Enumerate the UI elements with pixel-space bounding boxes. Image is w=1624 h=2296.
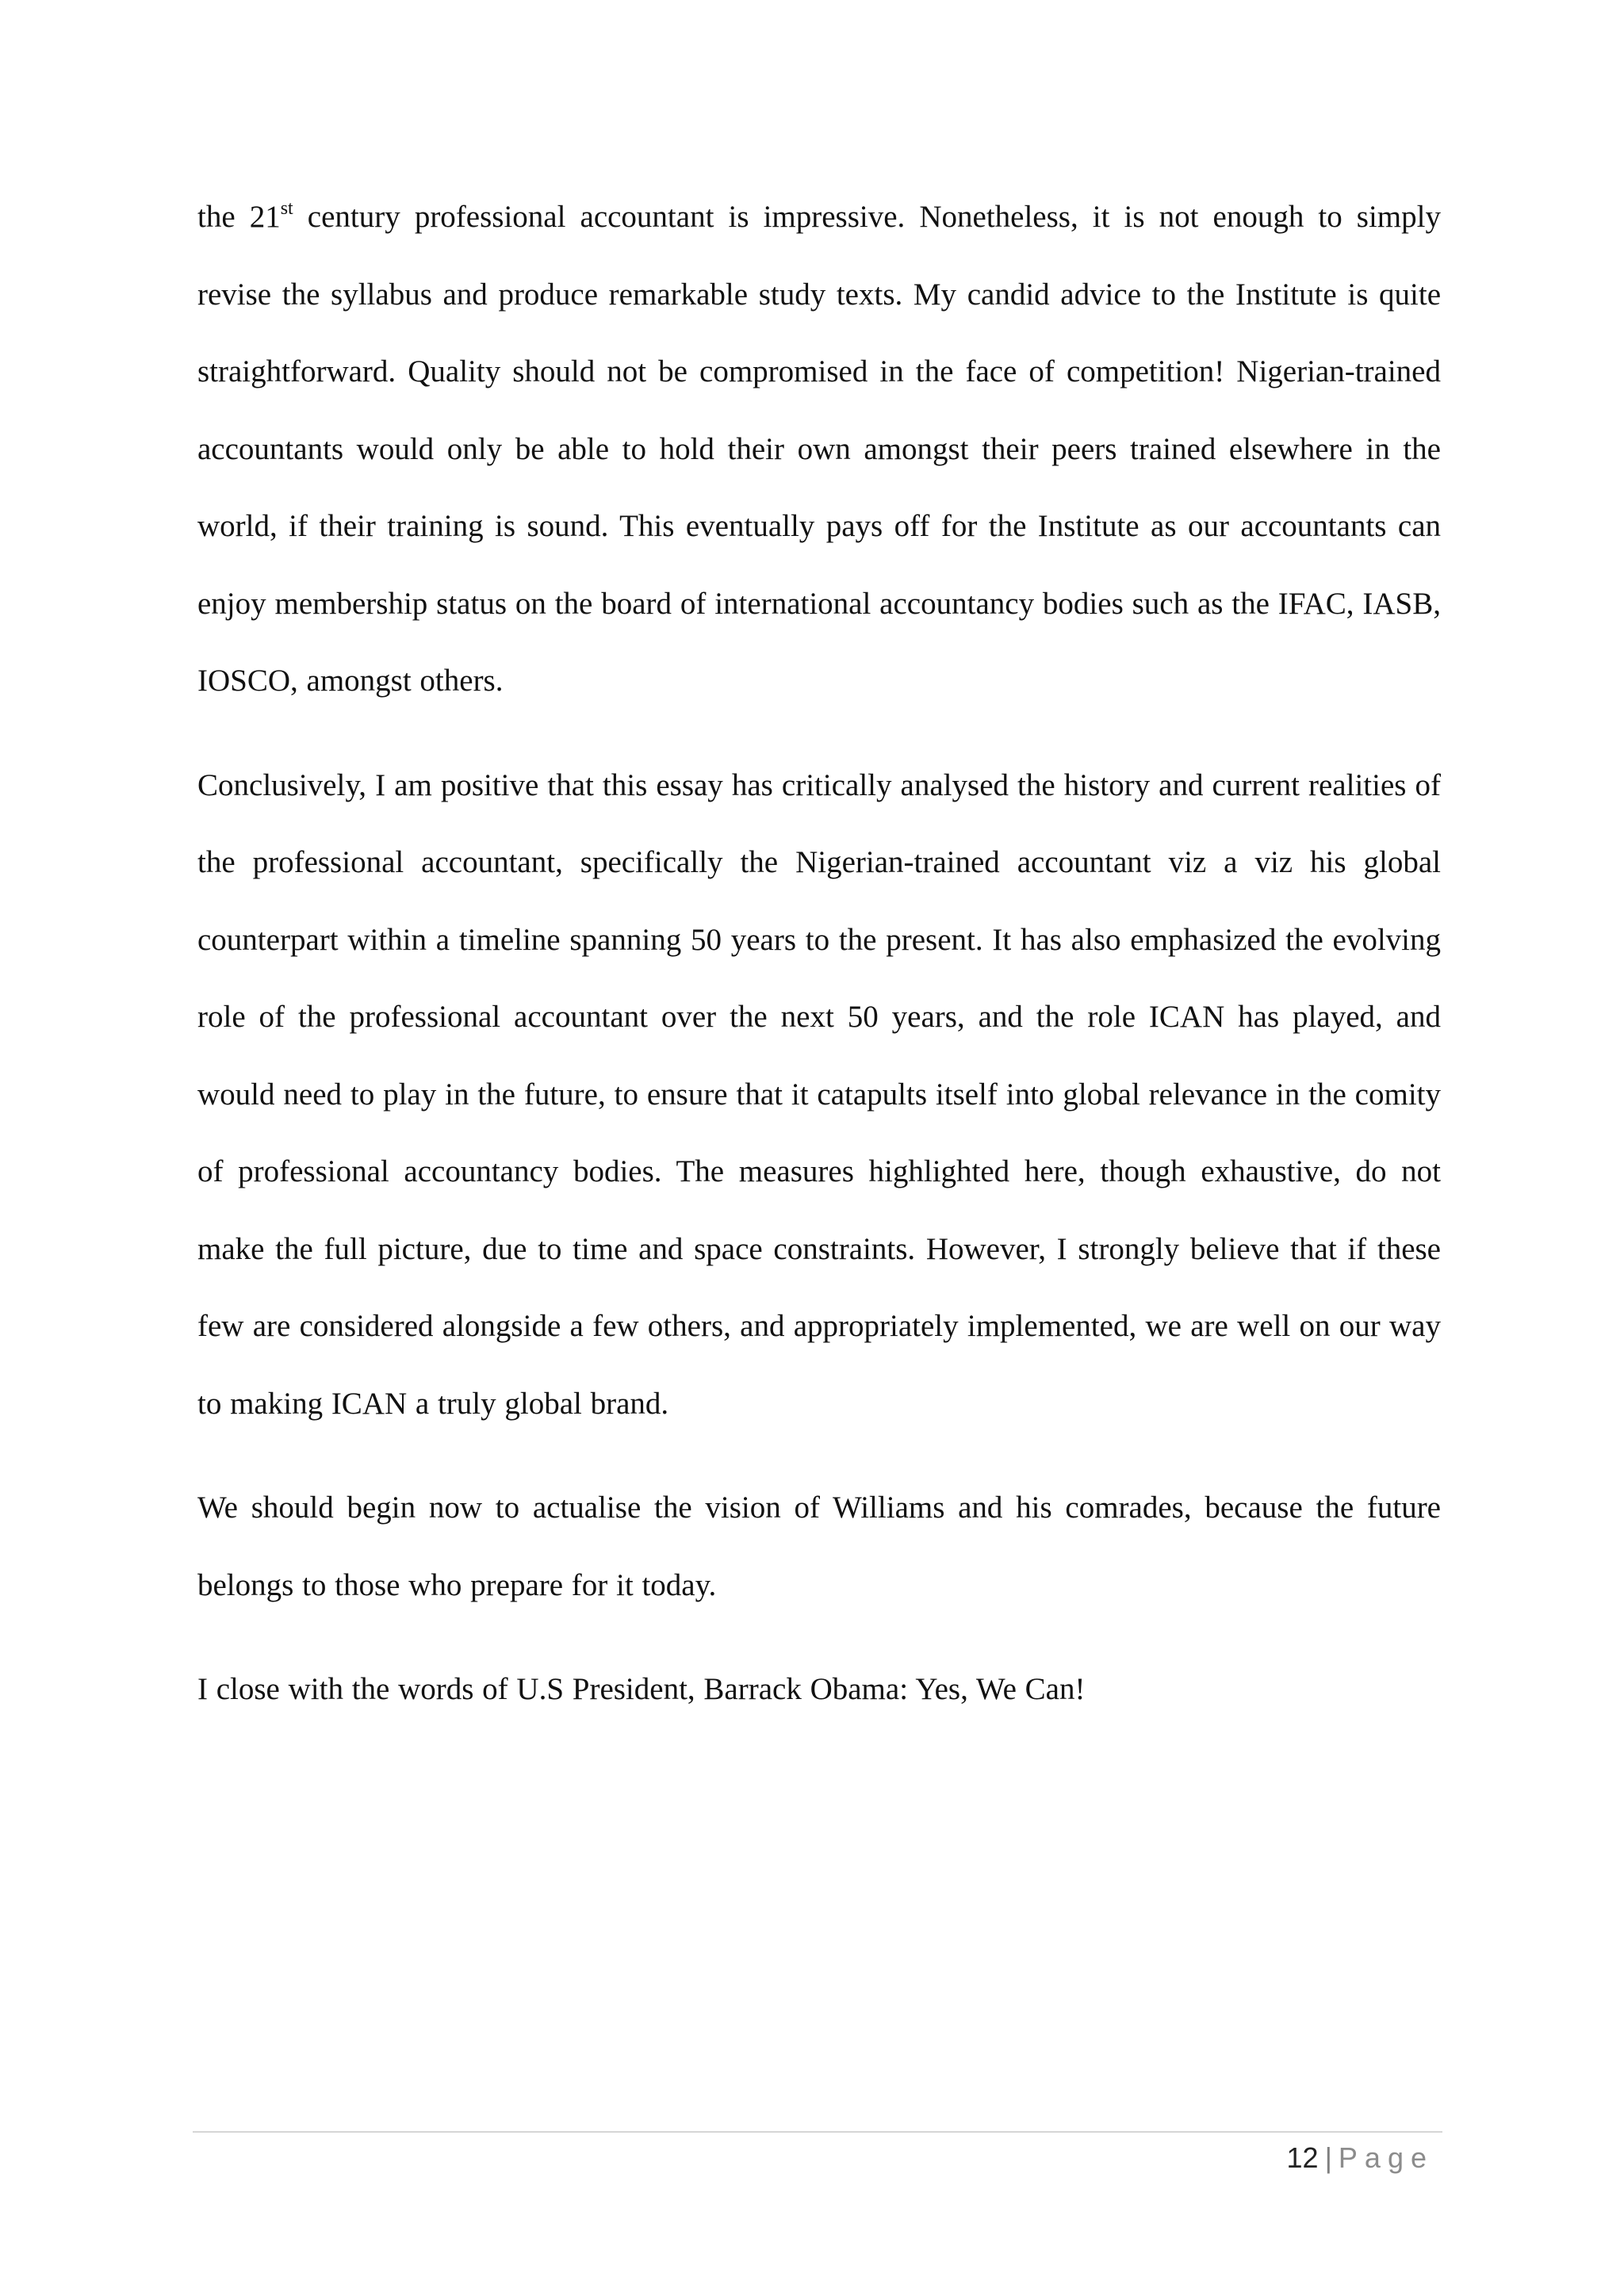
paragraph-1-text: century professional accountant is impressive. Nonetheless, it is not enough to simply revise the syllabus and produce remarkable study texts. My candid advice to the Institute is quite straightforward. Quality should not be compromised in the face of competition! Nigerian-trained accountants would only be able to hold their own amongst their peers trained elsewhere in the world, if their training is sound. This eventually pays off for the Institute as our accountants can enjoy membership status on the board of international accountancy bodies such as the IFAC, IASB, IOSCO, amongst others. xyxy=(197,200,1441,698)
paragraph-4: I close with the words of U.S President, Barrack Obama: Yes, We Can! xyxy=(197,1672,1086,1706)
page-number: 12 xyxy=(1286,2141,1319,2174)
footer-separator: | xyxy=(1324,2141,1332,2174)
ordinal-superscript: st xyxy=(280,198,293,219)
page-footer xyxy=(1287,2138,1434,2178)
paragraph-1 xyxy=(197,178,1441,720)
paragraph-3: We should begin now to actualise the vision of Williams and his comrades, because the future belongs to those who prepare for it today. xyxy=(197,1490,1441,1602)
footer-divider xyxy=(193,2131,1442,2133)
page-label: Page xyxy=(1338,2141,1434,2174)
paragraph-1-lead: the 21 xyxy=(197,200,281,234)
body-text xyxy=(197,178,1441,1728)
paragraph-2: Conclusively, I am positive that this essay has critically analysed the history and current realities of the professional accountant, specifically the Nigerian-trained accountant viz a viz his global counterpart within a timeline spanning 50 years to the present. It has also emphasized the evolving role of the professional accountant over the next 50 years, and the role ICAN has played, and would need to play in the future, to ensure that it catapults itself into global relevance in the comity of professional accountancy bodies. The measures highlighted here, though exhaustive, do not make the full picture, due to time and space constraints. However, I strongly believe that if these few are considered alongside a few others, and appropriately implemented, we are well on our way to making ICAN a truly global brand. xyxy=(197,767,1441,1421)
